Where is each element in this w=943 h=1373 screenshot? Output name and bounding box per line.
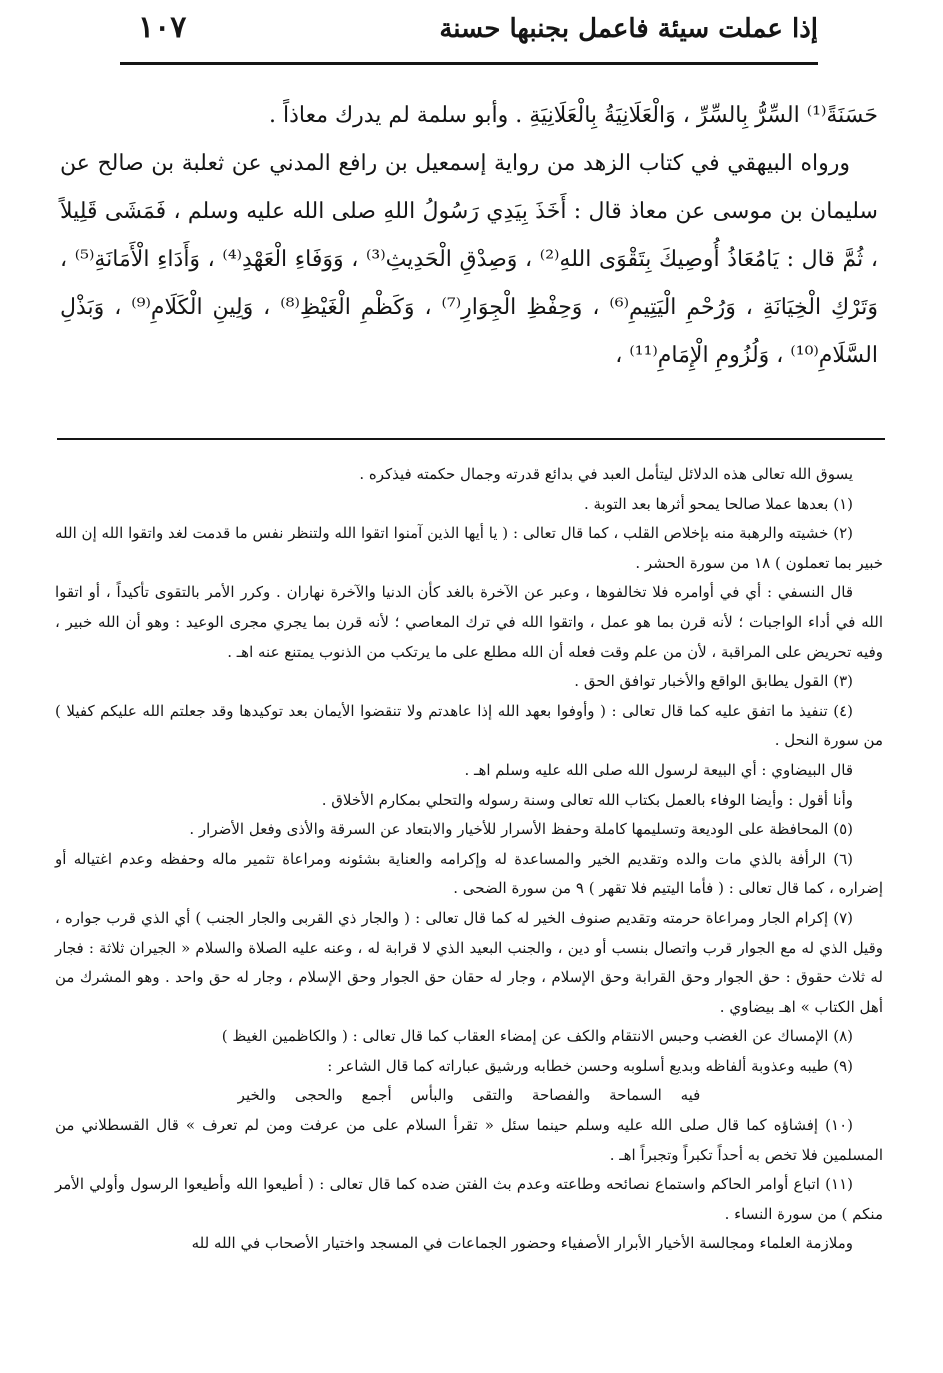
footnote-2: (٢) خشيته والرهبة منه بإخلاص القلب ، كما قال تعالى : ( يا أيها الذين آمنوا اتقوا الله ولتنظر نفس ما قدمت لغد واتقوا الله إن الله خبير بما تعملون ) ١٨ من سورة الحشر . [55,524,883,572]
footnote-11-continued: وملازمة العلماء ومجالسة الأخيار الأبرار الأصفياء وحضور الجماعات في المسجد واختيار الأصحاب في الله لله [191,1234,853,1253]
footnote-intro: يسوق الله تعالى هذه الدلائل ليتأمل العبد في بدائع قدرته وجمال حكمته فيذكره . [359,465,853,483]
footnote-4-baydawi: قال البيضاوي : أي البيعة لرسول الله صلى الله عليه وسلم اهـ . [464,760,853,779]
footnote-6: (٦) الرأفة بالذي مات والده وتقديم الخير والمساعدة له وإكرامه والعناية بشئونه ومراعاة تثمير ماله وحفظه وعدم اغتياله أو إضراره ، كما قال تعالى : ( فأما اليتيم فلا تقهر ) ٩ من سورة الضحى . [55,849,883,898]
footnote-4: (٤) تنفيذ ما اتفق عليه كما قال تعالى : ( وأوفوا بعهد الله إذا عاهدتم ولا تنقضوا الأيمان بعد توكيدها وقد جعلتم الله عليكم كفيلا ) من سورة النحل . [55,701,883,750]
main-paragraph: ورواه البيهقي في كتاب الزهد من رواية إسمعيل بن رافع المدني عن ثعلبة بن صالح عن سليمان بن موسى عن معاذ قال : أَخَذَ بِيَدِي رَسُولُ اللهِ صلى الله عليه وسلم ، فَمَشَى قَلِيلاً ، ثُمَّ قال : يَامُعَاذُ أُوصِيكَ بِتَقْوَى اللهِ⁽²⁾ ، وَصِدْقِ الْحَدِيثِ⁽³⁾ ، وَوَفَاءِ الْعَهْدِ⁽⁴⁾ ، وَأَدَاءِ الْأَمَانَةِ⁽⁵⁾ ، وَتَرْكِ الْخِيَانَةِ ، وَرُحْمِ الْيَتِيمِ⁽⁶⁾ ، وَحِفْظِ الْجِوَارِ⁽⁷⁾ ، وَكَظْمِ الْغَيْظِ⁽⁸⁾ ، وَلِينِ الْكَلَامِ⁽⁹⁾ ، وَبَذْلِ السَّلَامِ⁽¹⁰⁾ ، وَلُزُومِ الْإِمَامِ⁽¹¹⁾ ، [60,151,879,368]
poetry-verse: فيه السماحة والفصاحة والتقى والبأس أجمع والحجى والخير [237,1086,701,1105]
footnotes [55,460,883,1259]
header-title: إذا عملت سيئة فاعمل بجنبها حسنة [439,14,818,44]
footnote-4-author: وأنا أقول : وأيضا الوفاء بالعمل بكتاب الله تعالى وسنة رسوله والتحلي بمكارم الأخلاق . [321,790,853,809]
footnote-7: (٧) إكرام الجار ومراعاة حرمته وتقديم صنوف الخير له كما قال تعالى : ( والجار ذي القربى والجار الجنب ) أي الذي قرب جواره ، وقيل الذي له مع الجوار قرب واتصال بنسب أو دين ، والجنب البعيد الذي لا قرابة له ، وعنه عليه الصلاة والسلام « الجيران ثلاثة : فجار له ثلاث حقوق : حق الجوار وحق القرابة وحق الإسلام ، وجار له حقان حق الجوار وحق الإسلام ، وجار له حق واحد . وهو المشرك من أهل الكتاب » اهـ بيضاوي . [55,908,883,1016]
footnote-11: (١١) اتباع أوامر الحاكم واستماع نصائحه وطاعته وعدم بث الفتن ضده كما قال تعالى : ( أطيعوا الله وأطيعوا الرسول وأولي الأمر منكم ) من سورة النساء . [55,1175,883,1223]
footnote-5: (٥) المحافظة على الوديعة وتسليمها كاملة وحفظ الأسرار للأخيار والابتعاد عن السرقة والأذى وفعل الأضرار . [189,820,853,839]
main-text [60,92,878,380]
footnote-2-commentary: قال النسفي : أي في أوامره فلا تخالفوها ، وعبر عن الآخرة بالغد كأن الدنيا والآخرة نهاران . وكرر الأمر بالتقوى تأكيداً ، أو اتقوا الله في أداء الواجبات ؛ لأنه قرن بما هو عمل ، واتقوا الله في ترك المعاصي ؛ لأنه قرن بما يجري مجرى الوعيد : وهو أن الله خبير ، وفيه تحريض على المراقبة ، لأن من علم وقت فعله أن الله مطلع على ما يرتكب من الذنوب يمتنع عنه اهـ . [55,583,883,661]
page-number: ١٠٧ [138,10,187,45]
footnote-1: (١) بعدها عملا صالحا يمحو أثرها بعد التوبة . [583,494,853,513]
footnote-separator [57,438,885,440]
running-header [120,8,818,65]
main-paragraph: حَسَنَةً⁽¹⁾ السِّرُّ بِالسِّرِّ ، وَالْعَلَانِيَةُ بِالْعَلَانِيَةِ . وأبو سلمة لم يدرك معاذاً . [269,103,878,128]
footnote-9: (٩) طيبه وعذوبة ألفاظه وبديع أسلوبه وحسن خطابه ورشيق عباراته كما قال الشاعر : [327,1056,853,1075]
footnote-3: (٣) القول يطابق الواقع والأخبار توافق الحق . [574,672,853,691]
footnote-10: (١٠) إفشاؤه كما قال صلى الله عليه وسلم حينما سئل « تقرأ السلام على من عرفت ومن لم تعرف » قال القسطلاني من المسلمين فلا تخص به أحداً تكبراً وتجبراً اهـ . [55,1116,883,1164]
footnote-8: (٨) الإمساك عن الغضب وحبس الانتقام والكف عن إمضاء العقاب كما قال تعالى : ( والكاظمين الغيظ ) [221,1027,853,1046]
